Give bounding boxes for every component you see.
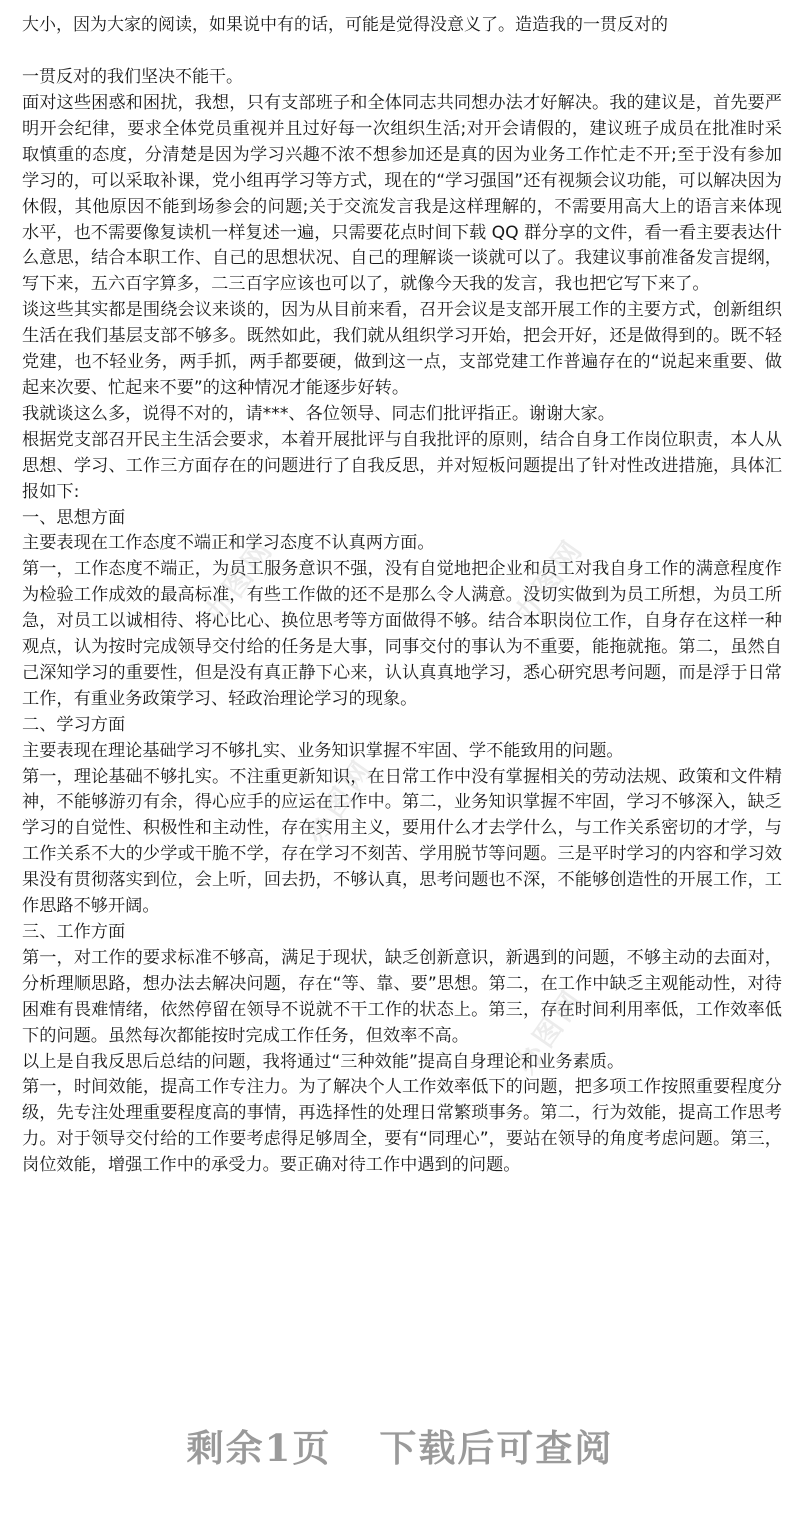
paragraph: 主要表现在理论基础学习不够扎实、业务知识掌握不牢固、学不能致用的问题。 bbox=[22, 740, 624, 761]
section-heading: 一、思想方面 bbox=[22, 507, 126, 528]
paragraph: 第一，理论基础不够扎实。不注重更新知识，在日常工作中没有掌握相关的劳动法规、政策和文件精神，不能够游刃有余，得心应手的应运在工作中。第二，业务知识掌握不牢固，学习不够深入，缺乏学习的自觉性、积极性和主动性，存在实用主义，要用什么才去学什么，与工作关系密切的才学，与工作关系不大的少学或干脆不学，存在学习不刻苦、学用脱节等问题。三是平时学习的内容和学习效果没有贯彻落实到位，会上听，回去扔，不够认真，思考问题也不深，不能够创造性的开展工作，工作思路不够开阔。 bbox=[22, 766, 782, 917]
watermark: 办图网 bbox=[198, 532, 281, 630]
section-heading: 三、工作方面 bbox=[22, 922, 126, 942]
remaining-pages-label: 剩余1页 bbox=[186, 1426, 332, 1470]
top-fragment-line: 大小，因为大家的阅读，如果说中有的话，可能是觉得没意义了。造造我的一贯反对的 bbox=[22, 15, 668, 35]
download-to-view-label: 下载后可查阅 bbox=[379, 1426, 614, 1470]
top-fragment-line: 一贯反对的我们坚决不能干。 bbox=[22, 67, 243, 87]
paragraph: 面对这些困惑和困扰，我想，只有支部班子和全体同志共同想办法才好解决。我的建议是，首先要严明开会纪律，要求全体党员重视并且过好每一次组织生活;对开会请假的，建议班子成员在批准时采取慎重的态度，分清楚是因为学习兴趣不浓不想参加还是真的因为业务工作忙走不开;至于没有参加学习的，可以采取补课，党小组再学习等方式，现在的“学习强国”还有视频会议功能，可以解决因为休假，其他原因不能到场参会的问题;关于交流发言我是这样理解的，不需要用高大上的语言来体现水平，也不需要像复读机一样复述一遍，只需要花点时间下载 QQ 群分享的文件，看一看主要表达什么意思，结合本职工作、自己的思想状况、自己的理解谈一谈就可以了。我建议事前准备发言提纲，写下来，五六百字算多，二三百字应该也可以了，就像今天我的发言，我也把它写下来了。 bbox=[22, 93, 782, 295]
paragraph: 第一，时间效能，提高工作专注力。为了解决个人工作效率低下的问题，把多项工作按照重要程度分级，先专注处理重要程度高的事情，再选择性的处理日常繁琐事务。第二，行为效能，提高工作思考力。对于领导交付给的工作要考虑得足够周全，要有“同理心”，要站在领导的角度考虑问题。第三，岗位效能，增强工作中的承受力。要正确对待工作中遇到的问题。 bbox=[22, 1077, 782, 1176]
watermark: 办图网 bbox=[298, 752, 381, 850]
document-body bbox=[22, 91, 782, 1179]
paragraph: 根据党支部召开民主生活会要求，本着开展批评与自我批评的原则，结合自身工作岗位职责，本人从思想、学习、工作三方面存在的问题进行了自我反思，并对短板问题提出了针对性改进措施，具体汇报如下: bbox=[22, 429, 782, 502]
paragraph: 主要表现在工作态度不端正和学习态度不认真两方面。 bbox=[22, 533, 435, 554]
paragraph: 我就谈这么多，说得不对的，请***、各位领导、同志们批评指正。谢谢大家。 bbox=[22, 403, 615, 424]
paragraph: 第一，对工作的要求标准不够高，满足于现状，缺乏创新意识，新遇到的问题，不够主动的去面对，分析理顺思路，想办法去解决问题，存在“等、靠、要”思想。第二，在工作中缺乏主观能动性，对待困难有畏难情绪，依然停留在领导不说就不干工作的状态上。第三，存在时间利用率低，工作效率低下的问题。虽然每次都能按时完成工作任务，但效率不高。 bbox=[22, 947, 782, 1046]
paragraph: 第一，工作态度不端正，为员工服务意识不强，没有自觉地把企业和员工对我自身工作的满意程度作为检验工作成效的最高标准，有些工作做的还不是那么令人满意。没切实做到为员工所想，为员工所急，对员工以诚相待、将心比心、换位思考等方面做得不够。结合本职岗位工作，自身存在这样一种观点，认为按时完成领导交付给的任务是大事，同事交付的事认为不重要，能拖就拖。第二，虽然自己深知学习的重要性，但是没有真正静下心来，认认真真地学习，悉心研究思考问题，而是浮于日常工作，有重业务政策学习、轻政治理论学习的现象。 bbox=[22, 559, 782, 709]
section-heading: 二、学习方面 bbox=[22, 714, 126, 735]
paragraph: 谈这些其实都是围绕会议来谈的，因为从目前来看，召开会议是支部开展工作的主要方式，创新组织生活在我们基层支部不够多。既然如此，我们就从组织学习开始，把会开好，还是做得到的。既不轻党建，也不轻业务，两手抓，两手都要硬，做到这一点，支部党建工作普遍存在的“说起来重要、做起来次要、忙起来不要”的这种情况才能逐步好转。 bbox=[22, 300, 782, 398]
paragraph: 以上是自我反思后总结的问题，我将通过“三种效能”提高自身理论和业务素质。 bbox=[22, 1051, 625, 1072]
watermark: 办图网 bbox=[508, 982, 591, 1080]
download-prompt-banner[interactable] bbox=[0, 1418, 800, 1472]
watermark: 办图网 bbox=[508, 532, 591, 630]
